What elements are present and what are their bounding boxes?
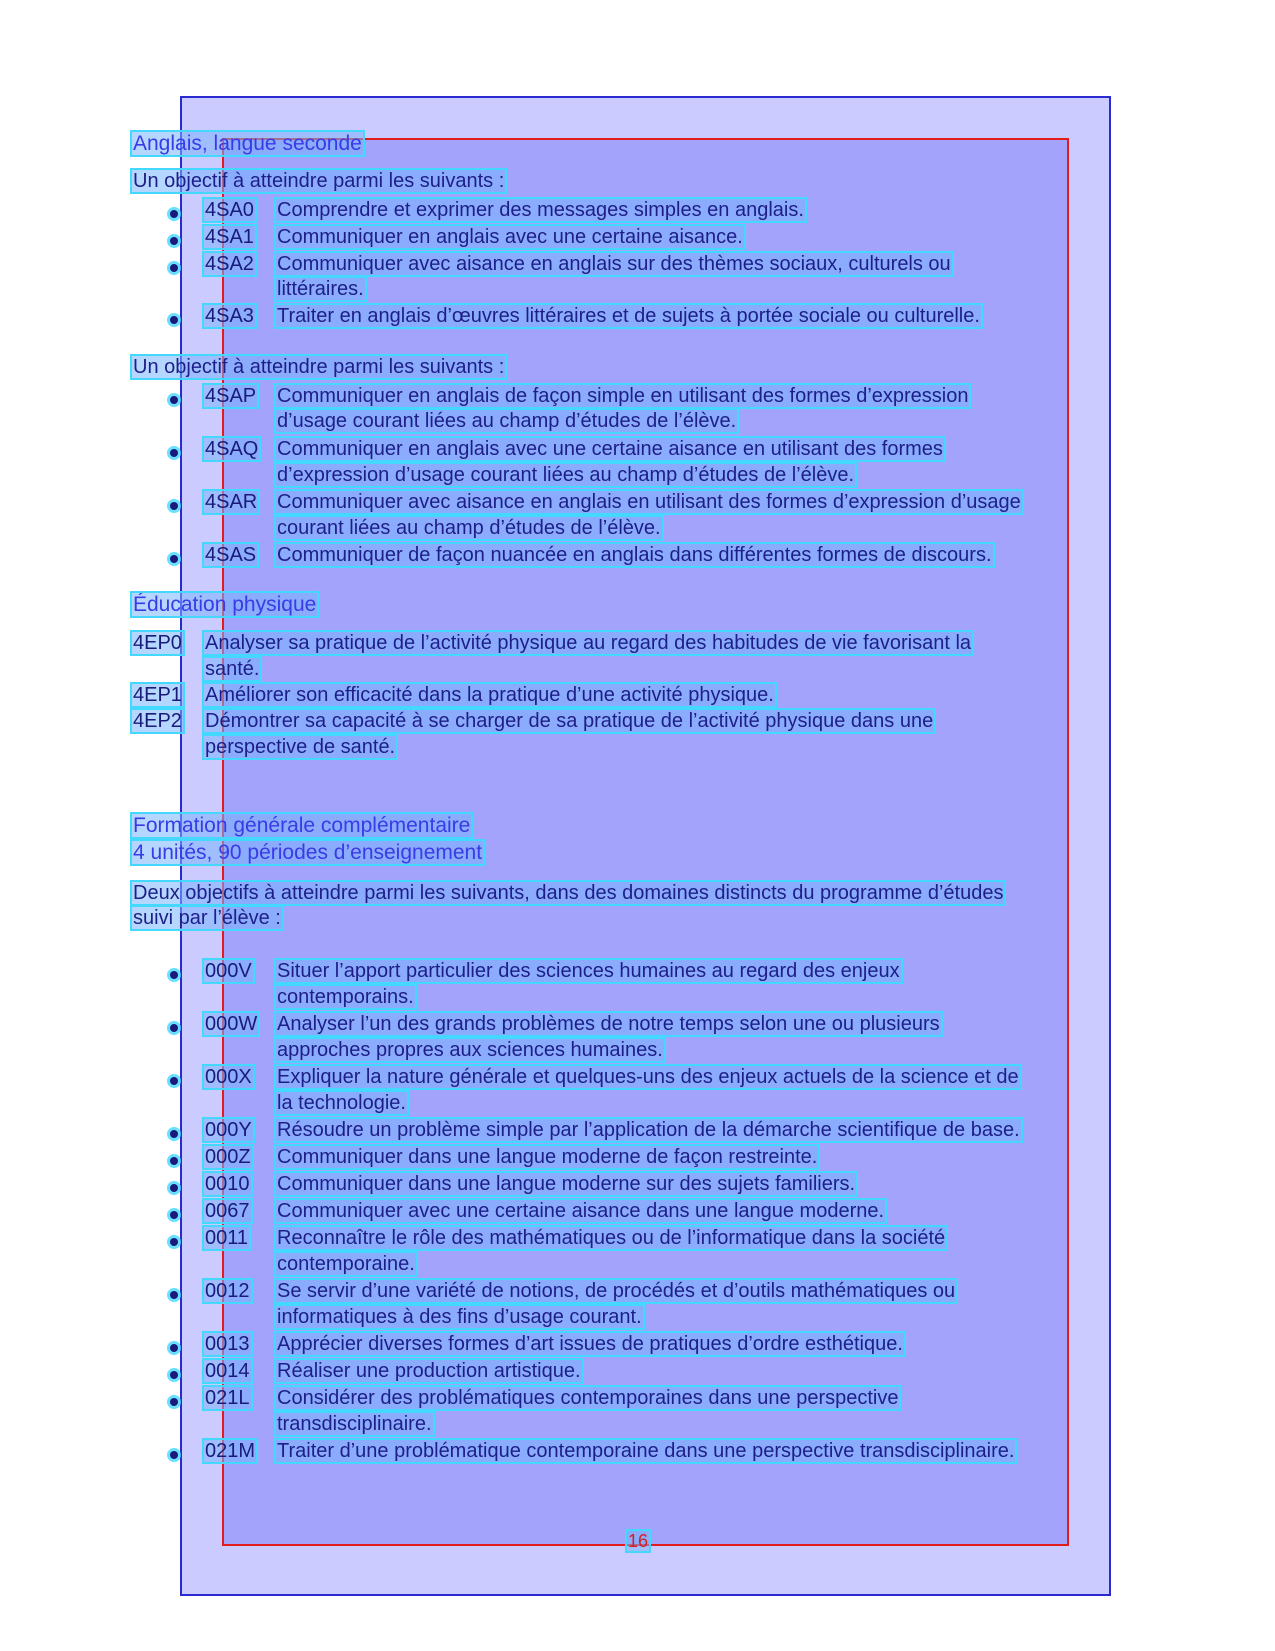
objective-text-cont: d’expression d’usage courant liées au champ d’études de l’élève.: [277, 464, 855, 486]
objective-code: 0011: [205, 1227, 249, 1249]
objective-text: Traiter d’une problématique contemporaine dans une perspective transdisciplinaire.: [277, 1440, 1015, 1462]
objective-code: 0010: [205, 1173, 250, 1195]
objective-code: 4SA2: [205, 253, 254, 275]
objective-text-cont: approches propres aux sciences humaines.: [277, 1039, 663, 1061]
objective-text-cont: courant liées au champ d’études de l’élève.: [277, 517, 661, 539]
objective-text: Communiquer en anglais de façon simple en utilisant des formes d’expression: [277, 385, 969, 407]
objective-text: Reconnaître le rôle des mathématiques ou de l’informatique dans la société: [277, 1227, 946, 1249]
objective-text-cont: perspective de santé.: [205, 736, 396, 758]
bullet: [170, 449, 178, 457]
section-title-anglais: Anglais, langue seconde: [133, 132, 362, 155]
objective-text: Communiquer dans une langue moderne de façon restreinte.: [277, 1146, 818, 1168]
objective-text: Situer l’apport particulier des sciences humaines au regard des enjeux: [277, 960, 900, 982]
objective-text: Démontrer sa capacité à se charger de sa pratique de l’activité physique dans une: [205, 710, 934, 732]
formation-intro-cont: suivi par l’élève :: [133, 907, 281, 929]
objective-text-cont: transdisciplinaire.: [277, 1413, 432, 1435]
bullet: [170, 1238, 178, 1246]
bullet: [170, 971, 178, 979]
objective-code: 0013: [205, 1333, 250, 1355]
objective-text: Comprendre et exprimer des messages simples en anglais.: [277, 199, 804, 221]
objective-text: Communiquer dans une langue moderne sur des sujets familiers.: [277, 1173, 856, 1195]
objective-text-cont: santé.: [205, 658, 260, 680]
section-title-education: Éducation physique: [133, 593, 317, 616]
objective-text: Se servir d’une variété de notions, de procédés et d’outils mathématiques ou: [277, 1280, 956, 1302]
objective-code: 021L: [205, 1387, 250, 1409]
objective-code: 000W: [205, 1013, 258, 1035]
objective-text: Résoudre un problème simple par l’application de la démarche scientifique de base.: [277, 1119, 1020, 1141]
bullet: [170, 1130, 178, 1138]
objective-code: 0067: [205, 1200, 250, 1222]
objective-text: Analyser l’un des grands problèmes de notre temps selon une ou plusieurs: [277, 1013, 940, 1035]
bullet: [170, 1291, 178, 1299]
bullet: [170, 237, 178, 245]
bullet: [170, 316, 178, 324]
objective-text: Réaliser une production artistique.: [277, 1360, 581, 1382]
objective-text: Apprécier diverses formes d’art issues de pratiques d’ordre esthétique.: [277, 1333, 903, 1355]
objective-text-cont: contemporaine.: [277, 1253, 415, 1275]
objective-text: Expliquer la nature générale et quelques-uns des enjeux actuels de la science et de: [277, 1066, 1019, 1088]
bullet: [170, 1077, 178, 1085]
group-intro: Un objectif à atteindre parmi les suivants :: [133, 356, 505, 378]
objective-text-cont: contemporains.: [277, 986, 414, 1008]
section-subtitle-formation: 4 unités, 90 périodes d’enseignement: [133, 841, 483, 864]
objective-text: Communiquer de façon nuancée en anglais dans différentes formes de discours.: [277, 544, 992, 566]
objective-code: 000Y: [205, 1119, 252, 1141]
objective-code: 4SAR: [205, 491, 258, 513]
objective-code: 4EP0: [133, 632, 182, 654]
objective-code: 000X: [205, 1066, 252, 1088]
objective-text: Communiquer en anglais avec une certaine aisance en utilisant des formes: [277, 438, 943, 460]
objective-code: 000V: [205, 960, 252, 982]
objective-text: Communiquer avec une certaine aisance dans une langue moderne.: [277, 1200, 885, 1222]
formation-intro: Deux objectifs à atteindre parmi les suivants, dans des domaines distincts du programme d’études: [133, 882, 1004, 904]
objective-text: Communiquer avec aisance en anglais sur des thèmes sociaux, culturels ou: [277, 253, 951, 275]
objective-code: 0012: [205, 1280, 250, 1302]
section-title-formation: Formation générale complémentaire: [133, 814, 471, 837]
bullet: [170, 555, 178, 563]
bullet: [170, 1211, 178, 1219]
objective-code: 4EP1: [133, 684, 182, 706]
bullet: [170, 1451, 178, 1459]
objective-code: 4EP2: [133, 710, 182, 732]
bullet: [170, 210, 178, 218]
objective-text-cont: informatiques à des fins d’usage courant.: [277, 1306, 642, 1328]
objective-text-cont: d’usage courant liées au champ d’études de l’élève.: [277, 410, 737, 432]
objective-code: 000Z: [205, 1146, 251, 1168]
objective-code: 4SAQ: [205, 438, 259, 460]
page-number: 16: [628, 1531, 649, 1551]
objective-text: Analyser sa pratique de l’activité physique au regard des habitudes de vie favorisant la: [205, 632, 972, 654]
objective-code: 0014: [205, 1360, 250, 1382]
objective-code: 4SAP: [205, 385, 257, 407]
bullet: [170, 1344, 178, 1352]
bullet: [170, 1184, 178, 1192]
objective-text-cont: la technologie.: [277, 1092, 406, 1114]
objective-text: Communiquer en anglais avec une certaine aisance.: [277, 226, 743, 248]
bullet: [170, 1024, 178, 1032]
objective-text: Traiter en anglais d’œuvres littéraires et de sujets à portée sociale ou culturelle.: [277, 305, 980, 327]
objective-code: 4SA0: [205, 199, 254, 221]
objective-code: 4SA1: [205, 226, 254, 248]
bullet: [170, 1157, 178, 1165]
objective-code: 4SA3: [205, 305, 254, 327]
objective-text: Communiquer avec aisance en anglais en utilisant des formes d’expression d’usage: [277, 491, 1021, 513]
objective-text: Considérer des problématiques contemporaines dans une perspective: [277, 1387, 899, 1409]
objective-text-cont: littéraires.: [277, 278, 364, 300]
bullet: [170, 264, 178, 272]
bullet: [170, 502, 178, 510]
bullet: [170, 1398, 178, 1406]
objective-text: Améliorer son efficacité dans la pratique d’une activité physique.: [205, 684, 774, 706]
bullet: [170, 396, 178, 404]
objective-code: 021M: [205, 1440, 256, 1462]
group-intro: Un objectif à atteindre parmi les suivants :: [133, 170, 505, 192]
objective-code: 4SAS: [205, 544, 257, 566]
bullet: [170, 1371, 178, 1379]
